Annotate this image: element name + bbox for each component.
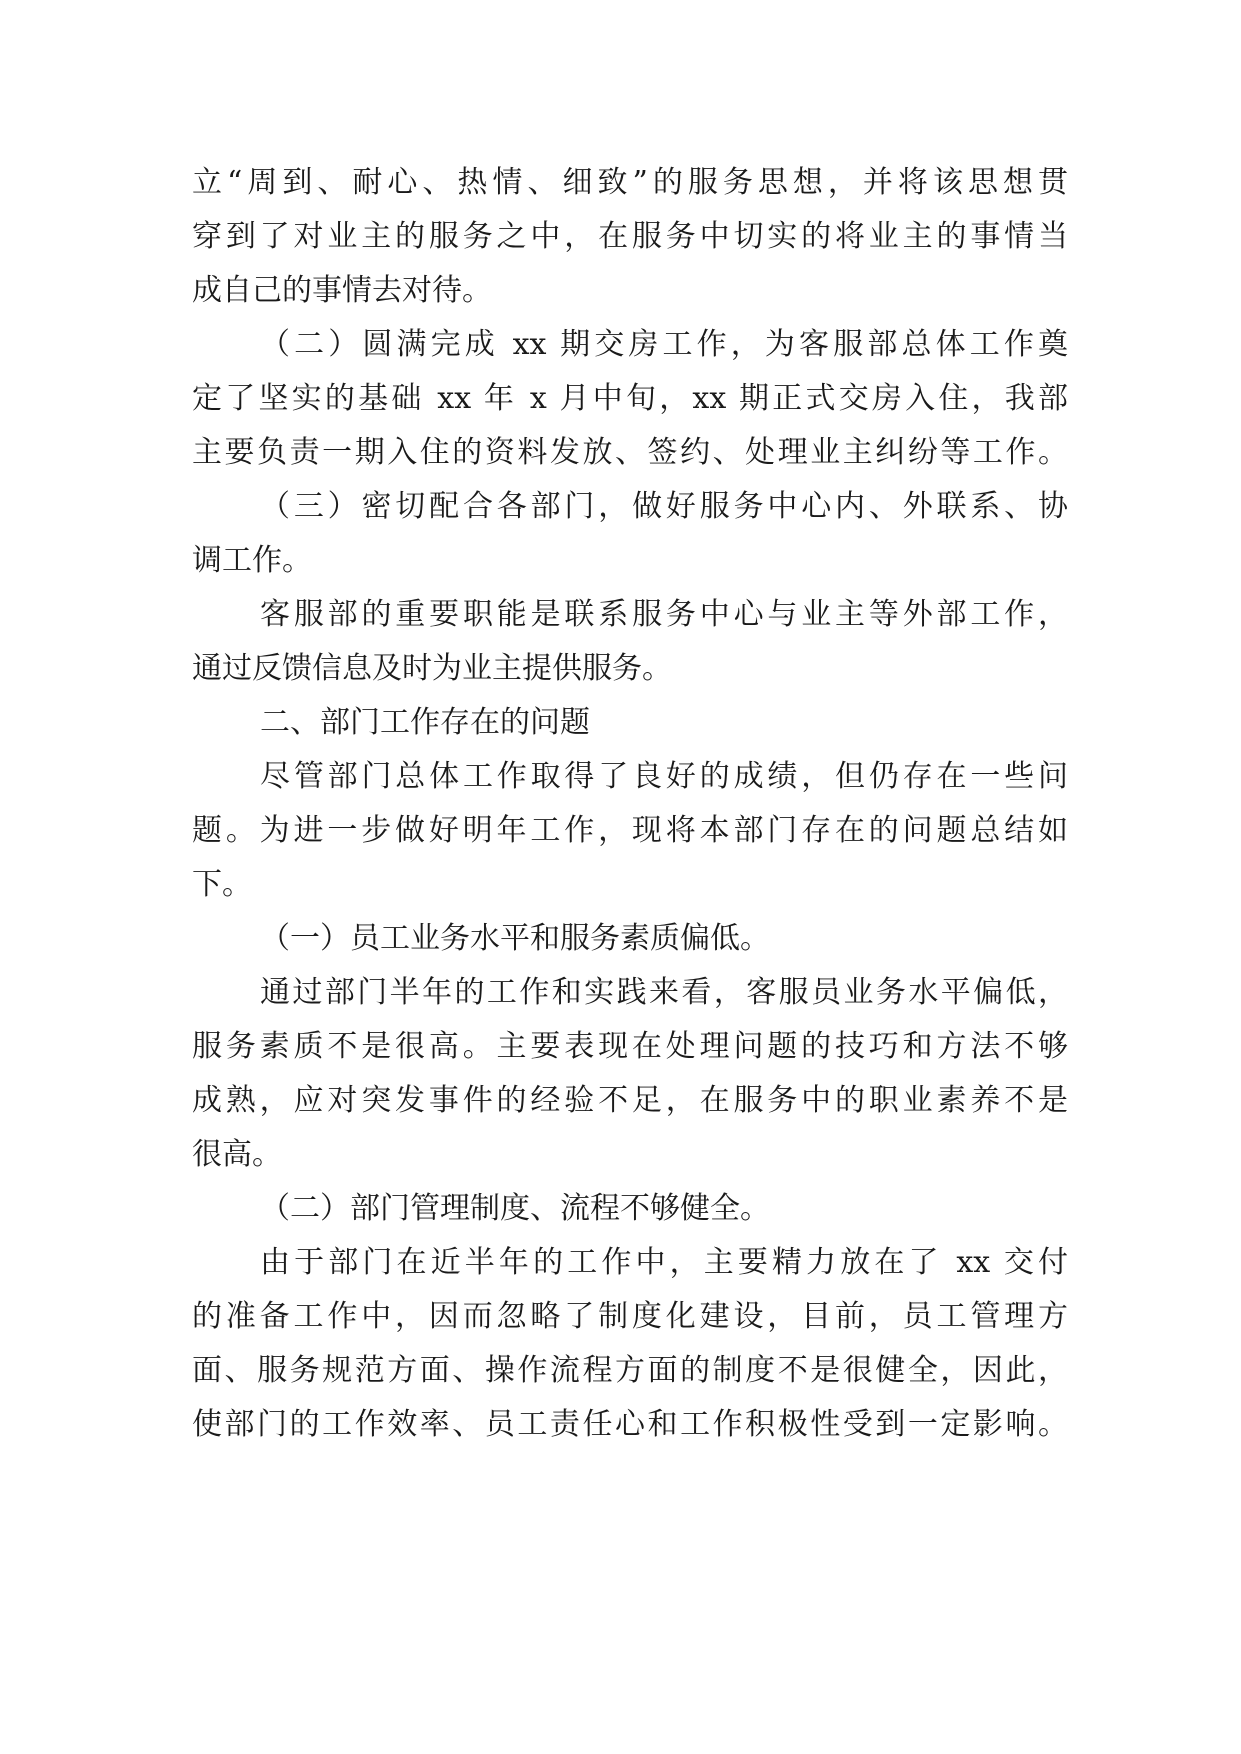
- subsection-heading: （二）部门管理制度、流程不够健全。: [260, 1191, 770, 1226]
- section-heading: 二、部门工作存在的问题: [260, 705, 590, 740]
- text-line: 使部门的工作效率、员工责任心和工作积极性受到一定影响。: [192, 1407, 1068, 1442]
- text-line: 成熟，应对突发事件的经验不足，在服务中的职业素养不是: [192, 1083, 1068, 1118]
- text-line: 调工作。: [192, 543, 312, 578]
- text-line: 题。为进一步做好明年工作，现将本部门存在的问题总结如: [192, 813, 1068, 848]
- text-line: 客服部的重要职能是联系服务中心与业主等外部工作，: [260, 597, 1068, 632]
- text-line: 很高。: [192, 1137, 282, 1172]
- text-line: 由于部门在近半年的工作中，主要精力放在了 xx 交付: [260, 1245, 1068, 1280]
- text-line: 尽管部门总体工作取得了良好的成绩，但仍存在一些问: [260, 759, 1068, 794]
- text-line: 穿到了对业主的服务之中，在服务中切实的将业主的事情当: [192, 219, 1068, 254]
- text-line: 主要负责一期入住的资料发放、签约、处理业主纠纷等工作。: [192, 435, 1068, 470]
- text-line: 成自己的事情去对待。: [192, 273, 492, 308]
- text-line: （二）圆满完成 xx 期交房工作，为客服部总体工作奠: [260, 327, 1068, 362]
- text-line: 面、服务规范方面、操作流程方面的制度不是很健全，因此，: [192, 1353, 1068, 1388]
- text-line: 通过反馈信息及时为业主提供服务。: [192, 651, 672, 686]
- text-line: 定了坚实的基础 xx 年 x 月中旬，xx 期正式交房入住，我部: [192, 381, 1068, 416]
- text-line: 通过部门半年的工作和实践来看，客服员业务水平偏低，: [260, 975, 1068, 1010]
- subsection-heading: （一）员工业务水平和服务素质偏低。: [260, 921, 770, 956]
- text-line: 下。: [192, 867, 252, 902]
- text-line: 立“周到、耐心、热情、细致”的服务思想，并将该思想贯: [192, 165, 1068, 200]
- text-line: 服务素质不是很高。主要表现在处理问题的技巧和方法不够: [192, 1029, 1068, 1064]
- text-line: 的准备工作中，因而忽略了制度化建设，目前，员工管理方: [192, 1299, 1068, 1334]
- text-line: （三）密切配合各部门，做好服务中心内、外联系、协: [260, 489, 1068, 524]
